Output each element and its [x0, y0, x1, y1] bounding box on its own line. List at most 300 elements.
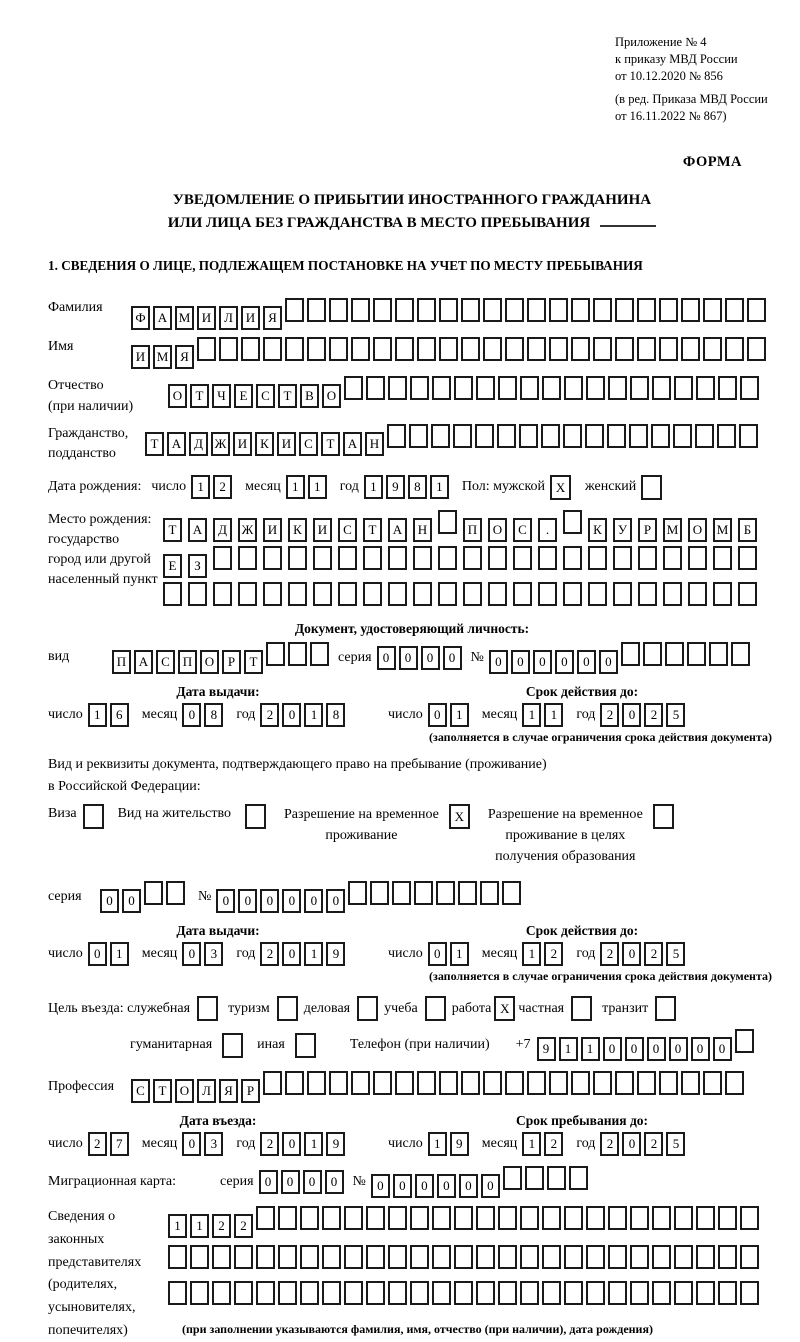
- char-cell[interactable]: [310, 642, 329, 666]
- char-cell[interactable]: [439, 1071, 458, 1095]
- char-cell[interactable]: И: [263, 518, 282, 542]
- char-cell[interactable]: [168, 1245, 187, 1269]
- char-cell[interactable]: [344, 1245, 363, 1269]
- char-cell[interactable]: [643, 642, 662, 666]
- char-cell[interactable]: [505, 337, 524, 361]
- char-cell[interactable]: [488, 546, 507, 570]
- char-cell[interactable]: [542, 376, 561, 400]
- char-cell[interactable]: [395, 1071, 414, 1095]
- char-cell[interactable]: П: [463, 518, 482, 542]
- char-cell[interactable]: [392, 881, 411, 905]
- char-cell[interactable]: 1: [286, 475, 305, 499]
- purpose-tourism-checkbox[interactable]: [277, 996, 298, 1021]
- char-cell[interactable]: И: [131, 345, 150, 369]
- char-cell[interactable]: [322, 1206, 341, 1230]
- char-cell[interactable]: Ж: [211, 432, 230, 456]
- char-cell[interactable]: 1: [522, 1132, 541, 1156]
- char-cell[interactable]: [659, 1071, 678, 1095]
- char-cell[interactable]: [571, 337, 590, 361]
- char-cell[interactable]: [285, 1071, 304, 1095]
- char-cell[interactable]: [563, 582, 582, 606]
- char-cell[interactable]: С: [131, 1079, 150, 1103]
- char-cell[interactable]: Я: [175, 345, 194, 369]
- char-cell[interactable]: 0: [577, 650, 596, 674]
- char-cell[interactable]: 3: [204, 942, 223, 966]
- char-cell[interactable]: [739, 424, 758, 448]
- char-cell[interactable]: [166, 881, 185, 905]
- char-cell[interactable]: 0: [303, 1170, 322, 1194]
- char-cell[interactable]: Е: [163, 554, 182, 578]
- char-cell[interactable]: [417, 298, 436, 322]
- char-cell[interactable]: [673, 424, 692, 448]
- char-cell[interactable]: [564, 1281, 583, 1305]
- char-cell[interactable]: [432, 1281, 451, 1305]
- char-cell[interactable]: [463, 546, 482, 570]
- char-cell[interactable]: [285, 298, 304, 322]
- char-cell[interactable]: [738, 546, 757, 570]
- char-cell[interactable]: 0: [603, 1037, 622, 1061]
- char-cell[interactable]: [696, 1206, 715, 1230]
- char-cell[interactable]: А: [134, 650, 153, 674]
- char-cell[interactable]: Н: [365, 432, 384, 456]
- char-cell[interactable]: 9: [450, 1132, 469, 1156]
- char-cell[interactable]: [483, 1071, 502, 1095]
- char-cell[interactable]: 0: [399, 646, 418, 670]
- char-cell[interactable]: [410, 1245, 429, 1269]
- purpose-humanitarian-checkbox[interactable]: [222, 1033, 243, 1058]
- char-cell[interactable]: [663, 582, 682, 606]
- char-cell[interactable]: [351, 337, 370, 361]
- char-cell[interactable]: [483, 337, 502, 361]
- char-cell[interactable]: [740, 1206, 759, 1230]
- char-cell[interactable]: [527, 337, 546, 361]
- char-cell[interactable]: 1: [304, 703, 323, 727]
- purpose-transit-checkbox[interactable]: [655, 996, 676, 1021]
- char-cell[interactable]: [586, 376, 605, 400]
- char-cell[interactable]: Р: [638, 518, 657, 542]
- char-cell[interactable]: 0: [622, 942, 641, 966]
- char-cell[interactable]: [366, 1281, 385, 1305]
- char-cell[interactable]: [461, 1071, 480, 1095]
- purpose-official-checkbox[interactable]: [197, 996, 218, 1021]
- char-cell[interactable]: К: [288, 518, 307, 542]
- char-cell[interactable]: [438, 510, 457, 534]
- char-cell[interactable]: 0: [88, 942, 107, 966]
- char-cell[interactable]: [593, 337, 612, 361]
- char-cell[interactable]: [256, 1281, 275, 1305]
- char-cell[interactable]: М: [663, 518, 682, 542]
- char-cell[interactable]: [588, 546, 607, 570]
- char-cell[interactable]: [476, 1206, 495, 1230]
- char-cell[interactable]: [300, 1281, 319, 1305]
- char-cell[interactable]: [542, 1245, 561, 1269]
- char-cell[interactable]: 0: [282, 889, 301, 913]
- char-cell[interactable]: 1: [522, 942, 541, 966]
- char-cell[interactable]: [659, 337, 678, 361]
- char-cell[interactable]: 3: [204, 1132, 223, 1156]
- char-cell[interactable]: Я: [263, 306, 282, 330]
- char-cell[interactable]: [190, 1281, 209, 1305]
- char-cell[interactable]: [593, 298, 612, 322]
- char-cell[interactable]: [475, 424, 494, 448]
- char-cell[interactable]: [593, 1071, 612, 1095]
- char-cell[interactable]: 2: [600, 1132, 619, 1156]
- char-cell[interactable]: [652, 376, 671, 400]
- char-cell[interactable]: 1: [190, 1214, 209, 1238]
- char-cell[interactable]: [696, 1281, 715, 1305]
- char-cell[interactable]: [344, 376, 363, 400]
- char-cell[interactable]: [696, 1245, 715, 1269]
- char-cell[interactable]: О: [488, 518, 507, 542]
- char-cell[interactable]: [409, 424, 428, 448]
- char-cell[interactable]: [502, 881, 521, 905]
- char-cell[interactable]: Я: [219, 1079, 238, 1103]
- char-cell[interactable]: [549, 337, 568, 361]
- char-cell[interactable]: [498, 1245, 517, 1269]
- char-cell[interactable]: С: [256, 384, 275, 408]
- char-cell[interactable]: [725, 298, 744, 322]
- char-cell[interactable]: [458, 881, 477, 905]
- char-cell[interactable]: [388, 546, 407, 570]
- char-cell[interactable]: [513, 546, 532, 570]
- char-cell[interactable]: Т: [153, 1079, 172, 1103]
- char-cell[interactable]: [520, 1206, 539, 1230]
- char-cell[interactable]: [703, 337, 722, 361]
- char-cell[interactable]: Л: [197, 1079, 216, 1103]
- char-cell[interactable]: [520, 1245, 539, 1269]
- char-cell[interactable]: [652, 1281, 671, 1305]
- char-cell[interactable]: [363, 582, 382, 606]
- char-cell[interactable]: [652, 1206, 671, 1230]
- char-cell[interactable]: [219, 337, 238, 361]
- char-cell[interactable]: [432, 1245, 451, 1269]
- char-cell[interactable]: [713, 546, 732, 570]
- char-cell[interactable]: [338, 582, 357, 606]
- char-cell[interactable]: Ч: [212, 384, 231, 408]
- char-cell[interactable]: [687, 642, 706, 666]
- char-cell[interactable]: [498, 1281, 517, 1305]
- char-cell[interactable]: [278, 1281, 297, 1305]
- char-cell[interactable]: [373, 298, 392, 322]
- char-cell[interactable]: 7: [110, 1132, 129, 1156]
- char-cell[interactable]: [740, 1281, 759, 1305]
- char-cell[interactable]: [525, 1166, 544, 1190]
- char-cell[interactable]: 1: [559, 1037, 578, 1061]
- char-cell[interactable]: [709, 642, 728, 666]
- char-cell[interactable]: М: [153, 345, 172, 369]
- char-cell[interactable]: [630, 376, 649, 400]
- purpose-other-checkbox[interactable]: [295, 1033, 316, 1058]
- char-cell[interactable]: [463, 582, 482, 606]
- char-cell[interactable]: [395, 298, 414, 322]
- char-cell[interactable]: [256, 1206, 275, 1230]
- char-cell[interactable]: [630, 1281, 649, 1305]
- char-cell[interactable]: [313, 546, 332, 570]
- char-cell[interactable]: [497, 424, 516, 448]
- char-cell[interactable]: [718, 1245, 737, 1269]
- char-cell[interactable]: Ж: [238, 518, 257, 542]
- char-cell[interactable]: 2: [260, 942, 279, 966]
- char-cell[interactable]: [417, 337, 436, 361]
- char-cell[interactable]: 2: [260, 703, 279, 727]
- visa-checkbox[interactable]: [83, 804, 104, 829]
- char-cell[interactable]: 0: [377, 646, 396, 670]
- char-cell[interactable]: 0: [481, 1174, 500, 1198]
- char-cell[interactable]: [541, 424, 560, 448]
- char-cell[interactable]: [717, 424, 736, 448]
- char-cell[interactable]: [747, 298, 766, 322]
- char-cell[interactable]: 0: [371, 1174, 390, 1198]
- char-cell[interactable]: 0: [182, 942, 201, 966]
- char-cell[interactable]: 0: [281, 1170, 300, 1194]
- char-cell[interactable]: [571, 1071, 590, 1095]
- char-cell[interactable]: [413, 582, 432, 606]
- char-cell[interactable]: [542, 1281, 561, 1305]
- char-cell[interactable]: 0: [216, 889, 235, 913]
- char-cell[interactable]: [438, 546, 457, 570]
- char-cell[interactable]: [417, 1071, 436, 1095]
- char-cell[interactable]: 0: [325, 1170, 344, 1194]
- char-cell[interactable]: 9: [326, 942, 345, 966]
- char-cell[interactable]: [681, 298, 700, 322]
- char-cell[interactable]: [168, 1281, 187, 1305]
- char-cell[interactable]: 0: [259, 1170, 278, 1194]
- char-cell[interactable]: [395, 337, 414, 361]
- char-cell[interactable]: 0: [182, 1132, 201, 1156]
- char-cell[interactable]: [696, 376, 715, 400]
- char-cell[interactable]: [674, 1245, 693, 1269]
- char-cell[interactable]: [564, 1206, 583, 1230]
- char-cell[interactable]: 1: [544, 703, 563, 727]
- char-cell[interactable]: 8: [326, 703, 345, 727]
- char-cell[interactable]: 2: [234, 1214, 253, 1238]
- char-cell[interactable]: [454, 1245, 473, 1269]
- char-cell[interactable]: [212, 1281, 231, 1305]
- char-cell[interactable]: [329, 1071, 348, 1095]
- char-cell[interactable]: 0: [282, 1132, 301, 1156]
- char-cell[interactable]: [527, 1071, 546, 1095]
- char-cell[interactable]: [256, 1245, 275, 1269]
- char-cell[interactable]: [630, 1206, 649, 1230]
- char-cell[interactable]: [410, 1281, 429, 1305]
- char-cell[interactable]: С: [338, 518, 357, 542]
- char-cell[interactable]: [363, 546, 382, 570]
- char-cell[interactable]: К: [588, 518, 607, 542]
- char-cell[interactable]: Р: [222, 650, 241, 674]
- char-cell[interactable]: [513, 582, 532, 606]
- char-cell[interactable]: М: [713, 518, 732, 542]
- char-cell[interactable]: [388, 582, 407, 606]
- char-cell[interactable]: [607, 424, 626, 448]
- char-cell[interactable]: 8: [408, 475, 427, 499]
- char-cell[interactable]: [388, 1281, 407, 1305]
- char-cell[interactable]: [688, 582, 707, 606]
- char-cell[interactable]: [212, 1245, 231, 1269]
- char-cell[interactable]: 0: [260, 889, 279, 913]
- char-cell[interactable]: [586, 1281, 605, 1305]
- char-cell[interactable]: 9: [386, 475, 405, 499]
- char-cell[interactable]: 1: [110, 942, 129, 966]
- char-cell[interactable]: 0: [282, 703, 301, 727]
- char-cell[interactable]: У: [613, 518, 632, 542]
- char-cell[interactable]: [329, 298, 348, 322]
- char-cell[interactable]: [190, 1245, 209, 1269]
- char-cell[interactable]: [674, 376, 693, 400]
- char-cell[interactable]: [608, 376, 627, 400]
- char-cell[interactable]: Д: [213, 518, 232, 542]
- char-cell[interactable]: [498, 376, 517, 400]
- char-cell[interactable]: [651, 424, 670, 448]
- char-cell[interactable]: [476, 376, 495, 400]
- char-cell[interactable]: 0: [421, 646, 440, 670]
- char-cell[interactable]: [351, 298, 370, 322]
- char-cell[interactable]: [366, 376, 385, 400]
- char-cell[interactable]: 0: [533, 650, 552, 674]
- char-cell[interactable]: [718, 1281, 737, 1305]
- char-cell[interactable]: 0: [459, 1174, 478, 1198]
- char-cell[interactable]: 0: [326, 889, 345, 913]
- char-cell[interactable]: [241, 337, 260, 361]
- char-cell[interactable]: Т: [321, 432, 340, 456]
- char-cell[interactable]: [740, 376, 759, 400]
- char-cell[interactable]: [674, 1206, 693, 1230]
- char-cell[interactable]: А: [153, 306, 172, 330]
- temp-residence-checkbox[interactable]: X: [449, 804, 470, 829]
- char-cell[interactable]: [370, 881, 389, 905]
- char-cell[interactable]: [629, 424, 648, 448]
- char-cell[interactable]: 1: [450, 703, 469, 727]
- char-cell[interactable]: 1: [304, 942, 323, 966]
- char-cell[interactable]: И: [233, 432, 252, 456]
- char-cell[interactable]: Т: [145, 432, 164, 456]
- char-cell[interactable]: 0: [437, 1174, 456, 1198]
- char-cell[interactable]: [505, 1071, 524, 1095]
- char-cell[interactable]: [278, 1206, 297, 1230]
- char-cell[interactable]: А: [188, 518, 207, 542]
- char-cell[interactable]: 0: [713, 1037, 732, 1061]
- char-cell[interactable]: [538, 582, 557, 606]
- char-cell[interactable]: [461, 337, 480, 361]
- char-cell[interactable]: 0: [625, 1037, 644, 1061]
- char-cell[interactable]: 2: [600, 942, 619, 966]
- char-cell[interactable]: Л: [219, 306, 238, 330]
- char-cell[interactable]: [454, 1281, 473, 1305]
- char-cell[interactable]: [263, 582, 282, 606]
- char-cell[interactable]: [738, 582, 757, 606]
- char-cell[interactable]: 0: [599, 650, 618, 674]
- char-cell[interactable]: П: [178, 650, 197, 674]
- char-cell[interactable]: [288, 582, 307, 606]
- char-cell[interactable]: [538, 546, 557, 570]
- char-cell[interactable]: [366, 1245, 385, 1269]
- char-cell[interactable]: [703, 298, 722, 322]
- char-cell[interactable]: [344, 1206, 363, 1230]
- char-cell[interactable]: 0: [489, 650, 508, 674]
- char-cell[interactable]: 0: [555, 650, 574, 674]
- char-cell[interactable]: [388, 1206, 407, 1230]
- char-cell[interactable]: [351, 1071, 370, 1095]
- char-cell[interactable]: [608, 1281, 627, 1305]
- char-cell[interactable]: [520, 1281, 539, 1305]
- char-cell[interactable]: 6: [110, 703, 129, 727]
- char-cell[interactable]: [703, 1071, 722, 1095]
- char-cell[interactable]: 2: [88, 1132, 107, 1156]
- char-cell[interactable]: 1: [304, 1132, 323, 1156]
- char-cell[interactable]: 1: [581, 1037, 600, 1061]
- char-cell[interactable]: [608, 1206, 627, 1230]
- char-cell[interactable]: 0: [122, 889, 141, 913]
- char-cell[interactable]: [713, 582, 732, 606]
- char-cell[interactable]: [313, 582, 332, 606]
- char-cell[interactable]: [621, 642, 640, 666]
- char-cell[interactable]: Р: [241, 1079, 260, 1103]
- char-cell[interactable]: [438, 582, 457, 606]
- char-cell[interactable]: [373, 1071, 392, 1095]
- char-cell[interactable]: [307, 1071, 326, 1095]
- char-cell[interactable]: А: [167, 432, 186, 456]
- char-cell[interactable]: [519, 424, 538, 448]
- char-cell[interactable]: [266, 642, 285, 666]
- char-cell[interactable]: [547, 1166, 566, 1190]
- temp-residence-edu-checkbox[interactable]: [653, 804, 674, 829]
- char-cell[interactable]: 1: [430, 475, 449, 499]
- char-cell[interactable]: [238, 582, 257, 606]
- char-cell[interactable]: [461, 298, 480, 322]
- char-cell[interactable]: А: [388, 518, 407, 542]
- char-cell[interactable]: О: [200, 650, 219, 674]
- char-cell[interactable]: [549, 1071, 568, 1095]
- char-cell[interactable]: [505, 298, 524, 322]
- char-cell[interactable]: Б: [738, 518, 757, 542]
- char-cell[interactable]: [476, 1281, 495, 1305]
- char-cell[interactable]: [454, 376, 473, 400]
- char-cell[interactable]: 0: [443, 646, 462, 670]
- char-cell[interactable]: [747, 337, 766, 361]
- female-checkbox[interactable]: [641, 475, 662, 500]
- char-cell[interactable]: [571, 298, 590, 322]
- char-cell[interactable]: 0: [691, 1037, 710, 1061]
- char-cell[interactable]: Н: [413, 518, 432, 542]
- purpose-private-checkbox[interactable]: [571, 996, 592, 1021]
- char-cell[interactable]: Ф: [131, 306, 150, 330]
- char-cell[interactable]: [615, 337, 634, 361]
- char-cell[interactable]: [234, 1245, 253, 1269]
- char-cell[interactable]: И: [197, 306, 216, 330]
- char-cell[interactable]: [188, 582, 207, 606]
- char-cell[interactable]: [674, 1281, 693, 1305]
- char-cell[interactable]: 0: [428, 703, 447, 727]
- char-cell[interactable]: Т: [363, 518, 382, 542]
- purpose-business-checkbox[interactable]: [357, 996, 378, 1021]
- char-cell[interactable]: 2: [544, 1132, 563, 1156]
- char-cell[interactable]: 1: [450, 942, 469, 966]
- char-cell[interactable]: 5: [666, 1132, 685, 1156]
- char-cell[interactable]: [615, 298, 634, 322]
- char-cell[interactable]: Т: [244, 650, 263, 674]
- char-cell[interactable]: О: [168, 384, 187, 408]
- char-cell[interactable]: .: [538, 518, 557, 542]
- char-cell[interactable]: [731, 642, 750, 666]
- char-cell[interactable]: [213, 582, 232, 606]
- char-cell[interactable]: [652, 1245, 671, 1269]
- char-cell[interactable]: [307, 298, 326, 322]
- char-cell[interactable]: [663, 546, 682, 570]
- char-cell[interactable]: [453, 424, 472, 448]
- char-cell[interactable]: [388, 376, 407, 400]
- char-cell[interactable]: [288, 642, 307, 666]
- char-cell[interactable]: [637, 298, 656, 322]
- char-cell[interactable]: 0: [647, 1037, 666, 1061]
